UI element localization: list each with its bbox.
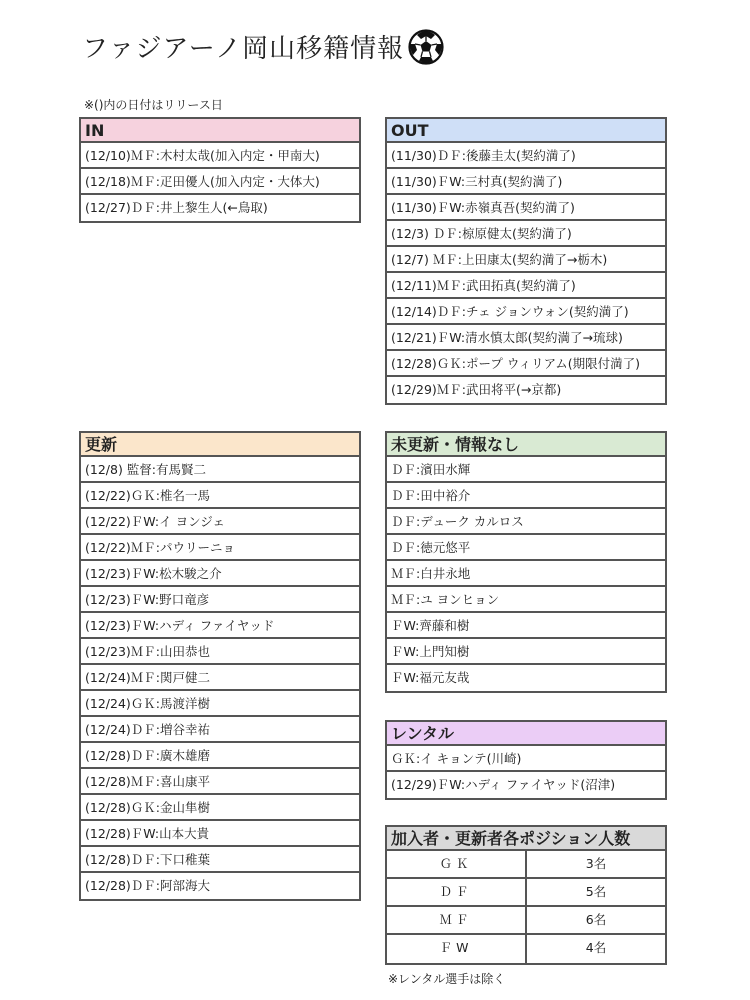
updated-row: (12/22)ＧＫ:椎名一馬 — [81, 483, 359, 509]
out-row: (12/29)ＭＦ:武田将平(→京都) — [391, 382, 562, 397]
in-row: (12/18)ＭＦ:疋田優人(加入内定・大体大) — [81, 169, 359, 195]
rental-row: (12/29)ＦW:ハディ ファイヤッド(沼津) — [391, 777, 616, 792]
updated-header: 更新 — [81, 433, 359, 457]
position-count-row — [387, 879, 665, 907]
updated-row: (12/24)ＤＦ:増谷幸祐 — [81, 717, 359, 743]
out-table — [385, 117, 667, 405]
position-count-row — [387, 935, 665, 963]
out-row: (12/21)ＦW:清水慎太郎(契約満了→琉球) — [387, 325, 665, 351]
out-row: (12/3) ＤＦ:椋原健太(契約満了) — [387, 221, 665, 247]
page-title — [82, 28, 444, 65]
not-updated-row: ＤＦ:徳元悠平 — [387, 535, 665, 561]
not-updated-row: ＭＦ:白井永地 — [387, 561, 665, 587]
rental-excluded-note: ※レンタル選手は除く — [388, 972, 506, 986]
rental-header: レンタル — [387, 722, 665, 746]
out-header: OUT — [387, 119, 665, 143]
in-header: IN — [81, 119, 359, 143]
position-count: 5名 — [585, 884, 607, 899]
not-updated-row: ＦW:齊藤和樹 — [387, 613, 665, 639]
not-updated-row: ＤＦ:濱田水輝 — [387, 457, 665, 483]
not-updated-row: ＭＦ:ユ ヨンヒョン — [387, 587, 665, 613]
out-row: (12/7) ＭＦ:上田康太(契約満了→栃木) — [387, 247, 665, 273]
updated-row: (12/28)ＧＫ:金山隼樹 — [81, 795, 359, 821]
position-count: 6名 — [585, 912, 607, 927]
page-title-text: ファジアーノ岡山移籍情報 — [82, 34, 405, 64]
updated-row: (12/23)ＦW:松木駿之介 — [81, 561, 359, 587]
not-updated-header: 未更新・情報なし — [387, 433, 665, 457]
position-count-table — [385, 825, 667, 965]
position-count-row — [387, 851, 665, 879]
updated-row: (12/24)ＭＦ:関戸健二 — [81, 665, 359, 691]
not-updated-row: ＦW:上門知樹 — [387, 639, 665, 665]
updated-row: (12/22)ＭＦ:パウリーニョ — [81, 535, 359, 561]
out-row: (11/30)ＦW:三村真(契約満了) — [387, 169, 665, 195]
updated-row: (12/23)ＭＦ:山田恭也 — [81, 639, 359, 665]
updated-row: (12/28)ＭＦ:喜山康平 — [81, 769, 359, 795]
in-row: (12/27)ＤＦ:井上黎生人(←鳥取) — [85, 200, 268, 215]
position-label: ＦW — [387, 935, 527, 963]
position-count: 3名 — [585, 856, 607, 871]
updated-row: (12/8) 監督:有馬賢二 — [81, 457, 359, 483]
updated-row: (12/28)ＤＦ:阿部海大 — [85, 878, 210, 893]
out-row: (11/30)ＤＦ:後藤圭太(契約満了) — [387, 143, 665, 169]
position-label: ＭＦ — [387, 907, 527, 933]
position-count: 4名 — [585, 940, 607, 955]
updated-table — [79, 431, 361, 901]
in-table — [79, 117, 361, 223]
updated-row: (12/22)ＦW:イ ヨンジェ — [81, 509, 359, 535]
out-row: (12/28)ＧＫ:ポープ ウィリアム(期限付満了) — [387, 351, 665, 377]
out-row: (12/14)ＤＦ:チェ ジョンウォン(契約満了) — [387, 299, 665, 325]
not-updated-row: ＤＦ:田中裕介 — [387, 483, 665, 509]
updated-row: (12/23)ＦW:野口竜彦 — [81, 587, 359, 613]
not-updated-row: ＦW:福元友哉 — [391, 670, 470, 685]
rental-table — [385, 720, 667, 800]
position-label: ＧＫ — [387, 851, 527, 877]
updated-row: (12/28)ＤＦ:廣木雄磨 — [81, 743, 359, 769]
updated-row: (12/28)ＦW:山本大貴 — [81, 821, 359, 847]
out-row: (12/11)ＭＦ:武田拓真(契約満了) — [387, 273, 665, 299]
updated-row: (12/23)ＦW:ハディ ファイヤッド — [81, 613, 359, 639]
position-label: ＤＦ — [387, 879, 527, 905]
out-row: (11/30)ＦW:赤嶺真吾(契約満了) — [387, 195, 665, 221]
in-row: (12/10)ＭＦ:木村太哉(加入内定・甲南大) — [81, 143, 359, 169]
updated-row: (12/24)ＧＫ:馬渡洋樹 — [81, 691, 359, 717]
updated-row: (12/28)ＤＦ:下口稚葉 — [81, 847, 359, 873]
soccer-ball-icon — [408, 29, 444, 65]
not-updated-table — [385, 431, 667, 693]
rental-row: ＧＫ:イ キョンテ(川崎) — [387, 746, 665, 772]
position-count-row — [387, 907, 665, 935]
not-updated-row: ＤＦ:デューク カルロス — [387, 509, 665, 535]
release-date-note: ※()内の日付はリリース日 — [84, 98, 223, 112]
position-count-header: 加入者・更新者各ポジション人数 — [387, 827, 665, 851]
